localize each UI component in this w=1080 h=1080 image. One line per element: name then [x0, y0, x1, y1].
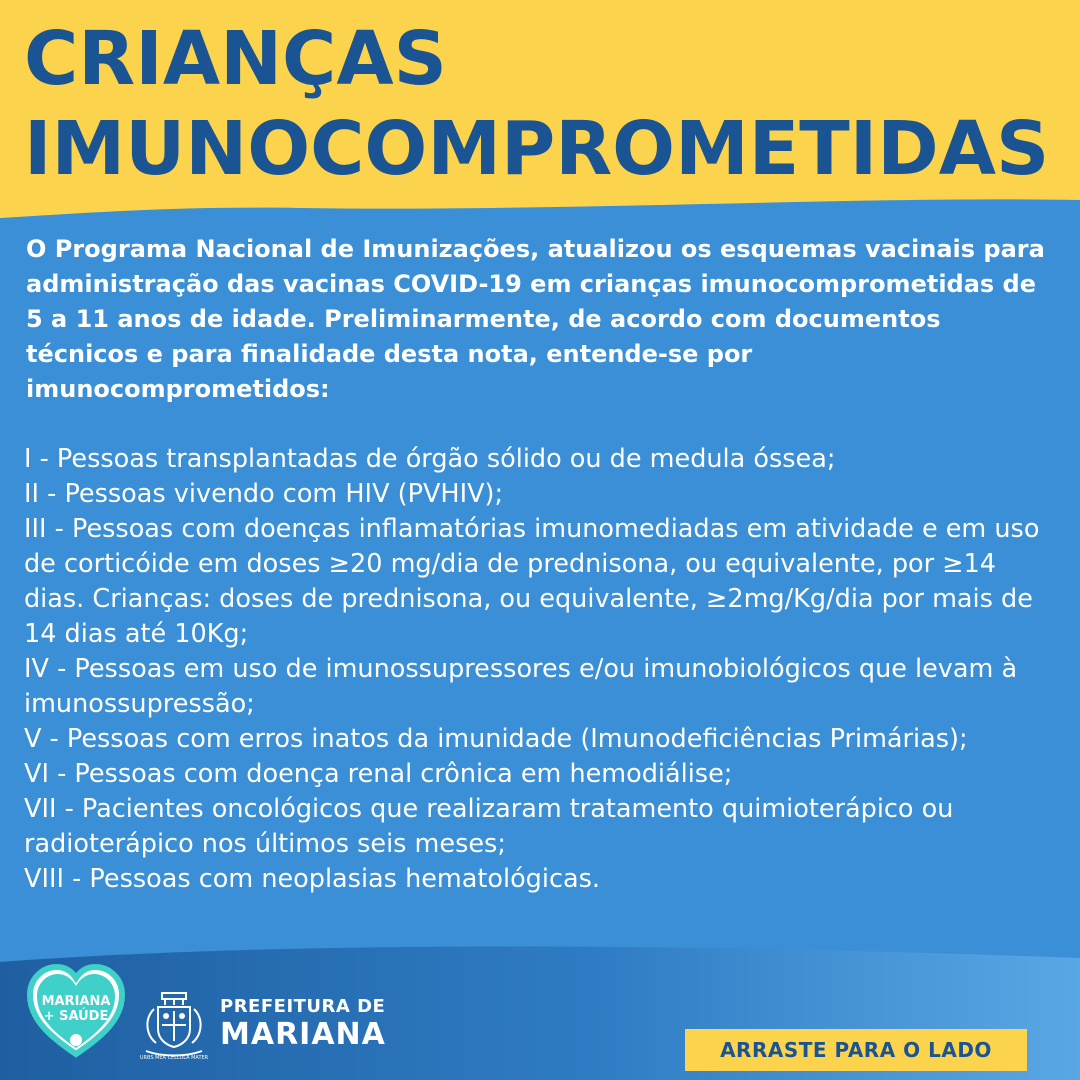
intro-paragraph: O Programa Nacional de Imunizações, atualizou os esquemas vacinais para administração das vacinas COVID-19 em crianças imunocomprometidas de 5 a 11 anos de idade. Preliminarmente, de acordo com documentos técnicos e para finalidade desta nota, entende-se por imunocomprometidos:: [26, 235, 1045, 403]
page-title: [24, 14, 1049, 194]
swipe-hint-button[interactable]: ARRASTE PARA O LADO: [685, 1029, 1027, 1071]
prefeitura-line-2: MARIANA: [220, 1017, 386, 1052]
prefeitura-line-1: PREFEITURA DE: [220, 996, 386, 1017]
crest-motto: URBS MEA CELLULA MATER: [139, 1055, 209, 1061]
criteria-item: IV - Pessoas em uso de imunossupressores e/ou imunobiológicos que levam à imunossupressão;: [24, 654, 1018, 719]
city-crest-icon: [132, 985, 216, 1061]
title-line-2: IMUNOCOMPROMETIDAS: [24, 106, 1050, 192]
criteria-item: VI - Pessoas com doença renal crônica em hemodiálise;: [24, 759, 733, 789]
logo-line-1: MARIANA: [41, 994, 111, 1009]
criteria-item: II - Pessoas vivendo com HIV (PVHIV);: [24, 479, 504, 509]
mariana-saude-logo-text: [30, 994, 122, 1024]
criteria-list: [24, 442, 1064, 897]
criteria-item: VII - Pacientes oncológicos que realizaram tratamento quimioterápico ou radioterápico nos últimos seis meses;: [24, 794, 954, 859]
title-line-1: CRIANÇAS: [24, 16, 447, 102]
criteria-item: III - Pessoas com doenças inflamatórias imunomediadas em atividade e em uso de corticóide em doses ≥20 mg/dia de prednisona, ou equivalente, por ≥14 dias. Crianças: doses de prednisona, ou equivalente, ≥2mg/Kg/dia por mais de 14 dias até 10Kg;: [24, 514, 1040, 649]
criteria-item: V - Pessoas com erros inatos da imunidade (Imunodeficiências Primárias);: [24, 724, 968, 754]
logo-line-2: + SAÚDE: [43, 1009, 109, 1024]
criteria-item: VIII - Pessoas com neoplasias hematológicas.: [24, 864, 600, 894]
criteria-item: I - Pessoas transplantadas de órgão sólido ou de medula óssea;: [24, 444, 836, 474]
prefeitura-logo: [220, 996, 386, 1052]
